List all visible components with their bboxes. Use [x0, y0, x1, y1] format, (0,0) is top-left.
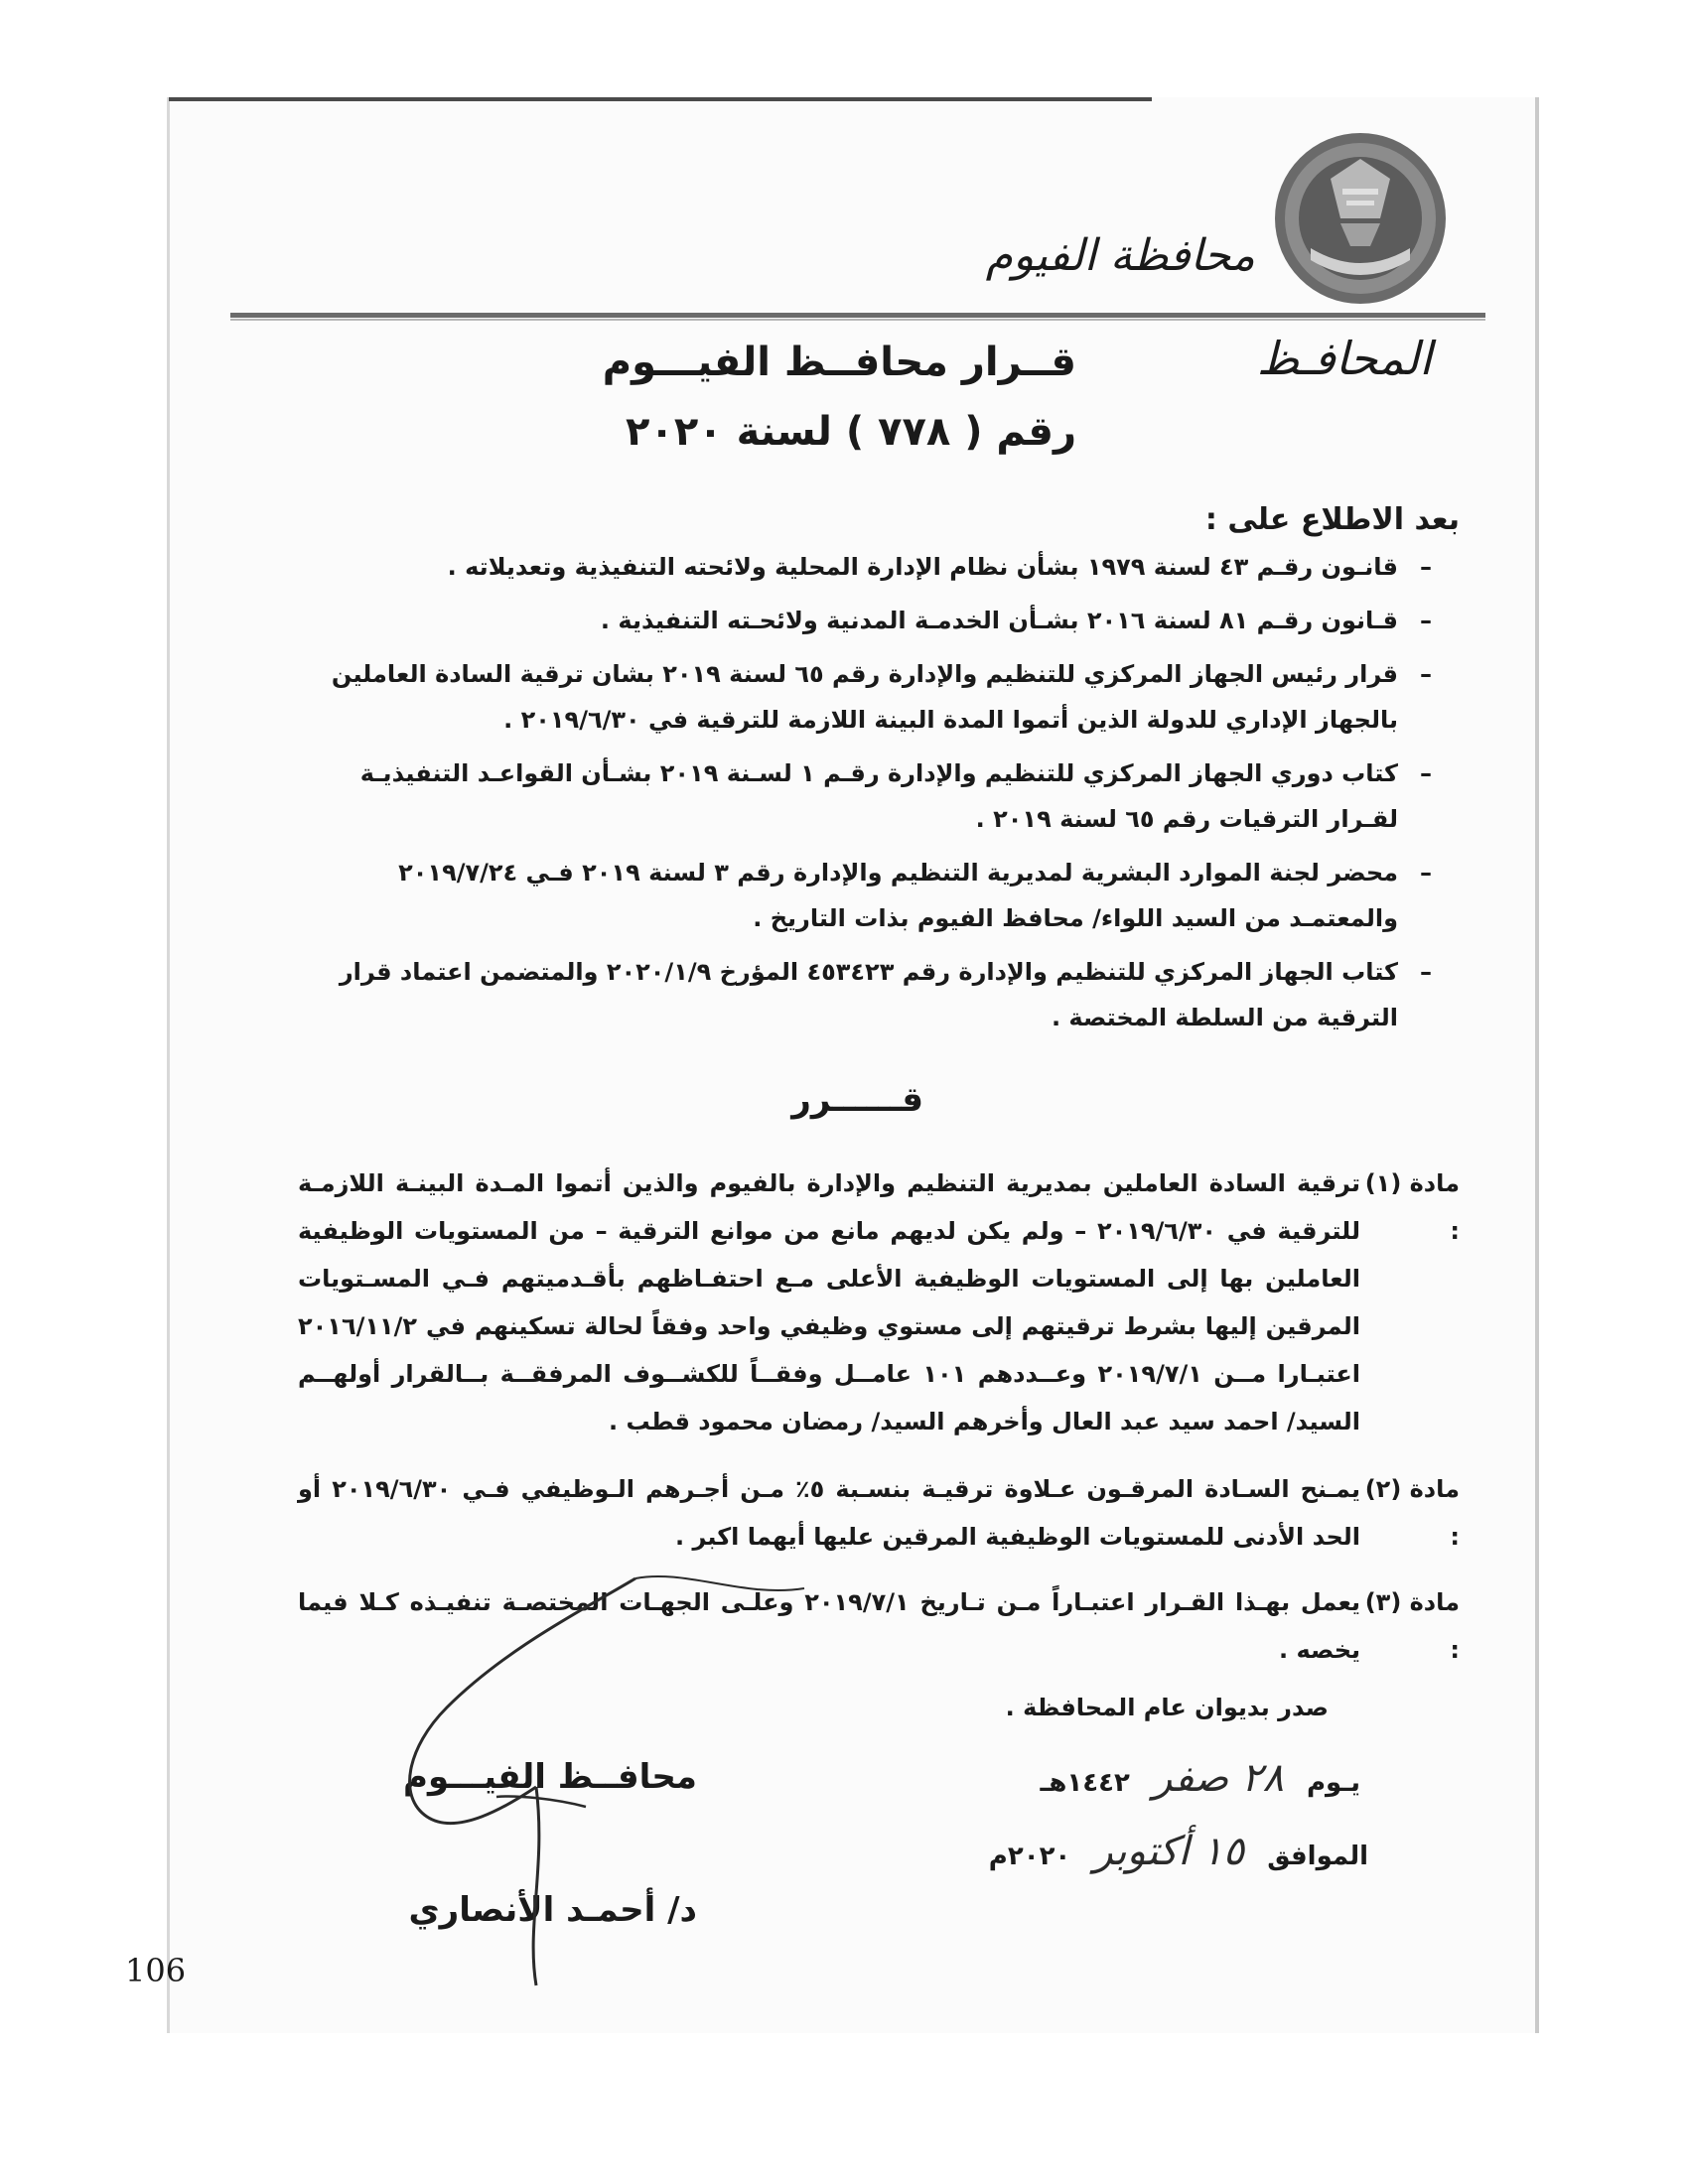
decided-heading: قــــــرر	[791, 1080, 923, 1120]
article-label: مادة (٢) :	[1364, 1475, 1460, 1551]
list-item	[300, 651, 1432, 743]
article-1	[298, 1160, 1460, 1445]
list-item	[300, 751, 1432, 842]
header-divider-shadow	[230, 319, 1485, 321]
governorate-name: محافظة الفيوم	[985, 230, 1255, 281]
scan-edge-right	[1535, 97, 1539, 2033]
list-item	[300, 949, 1432, 1040]
reference-text: قـانون رقـم ٨١ لسنة ٢٠١٦ بشـأن الخدمـة المدنية ولائحـته التنفيذية .	[600, 607, 1398, 634]
article-2	[298, 1465, 1460, 1561]
reference-text: كتاب دوري الجهاز المركزي للتنظيم والإدارة رقـم ١ لسـنة ٢٠١٩ بشـأن القواعـد التنفيذيـة لقـرار الترقيات رقم ٦٥ لسنة ٢٠١٩ .	[359, 759, 1398, 833]
role-label: المحافـظ	[1256, 332, 1432, 385]
article-label: مادة (٣) :	[1364, 1588, 1460, 1664]
article-text: يعمل بهـذا القـرار اعتبـاراً مـن تـاريخ ٢٠١٩/٧/١ وعلـى الجهـات المختصـة تنفيـذه كـلا فيما يخصه .	[298, 1588, 1360, 1664]
corresponding-label: الموافق	[1267, 1842, 1368, 1871]
list-item	[300, 544, 1432, 590]
dash-bullet: –	[1420, 859, 1432, 887]
dash-bullet: –	[1420, 607, 1432, 634]
dash-bullet: –	[1420, 660, 1432, 688]
gregorian-year: ٢٠٢٠م	[988, 1842, 1071, 1871]
list-item	[300, 850, 1432, 941]
reference-text: قرار رئيس الجهاز المركزي للتنظيم والإدارة رقم ٦٥ لسنة ٢٠١٩ بشان ترقية السادة العاملين بالجهاز الإداري للدولة الذين أتموا المدة البينة اللازمة للترقية في ٢٠١٩/٦/٣٠ .	[331, 660, 1398, 734]
scan-edge-left	[167, 97, 170, 2033]
article-text: ترقية السادة العاملين بمديرية التنظيم والإدارة بالفيوم والذين أتموا المـدة البينـة اللازمـة للترقية في ٢٠١٩/٦/٣٠ – ولم يكن لديهم مانع من موانع الترقية – من المستويات الوظيفية العاملين بها إلى المستويات الوظيفية الأعلى مـع احتفـاظهم بأقـدميتهم فـي المسـتويات المرقين إليها بشرط ترقيتهم إلى مستوي وظيفي واحد وفقاً لحالة تسكينهم في ٢٠١٦/١١/٢ اعتبـارا مــن ٢٠١٩/٧/١ وعــددهم ١٠١ عامــل وفقــاً للكشــوف المرفقــة بــالقرار أولهــم السيد/ احمد سيد عبد العال وأخرهم السيد/ رمضان محمود قطب .	[298, 1169, 1360, 1435]
day-label: يـوم	[1306, 1768, 1360, 1798]
hijri-date-line	[1041, 1755, 1361, 1801]
hijri-date-handwritten: ٢٨ صفر	[1152, 1755, 1284, 1801]
reference-text: قانـون رقـم ٤٣ لسنة ١٩٧٩ بشأن نظام الإدارة المحلية ولائحته التنفيذية وتعديلاته .	[447, 553, 1398, 581]
preamble-heading: بعد الاطلاع على :	[1204, 502, 1460, 537]
scanned-page	[167, 97, 1537, 2033]
decree-title: قــرار محافــظ الفيـــوم	[602, 340, 1076, 385]
article-text: يمـنح السـادة المرقـون عـلاوة ترقيـة بنسـبة ٥٪ مـن أجـرهم الـوظيفي فـي ٢٠١٩/٦/٣٠ أو الحد الأدنى للمستويات الوظيفية المرقين عليها أيهما اكبر .	[298, 1475, 1360, 1551]
gregorian-date-line	[989, 1829, 1368, 1874]
gregorian-date-handwritten: ١٥ أكتوبر	[1093, 1829, 1245, 1874]
list-item	[300, 598, 1432, 643]
governor-name: د/ أحمـد الأنصاري	[408, 1890, 697, 1930]
header-divider	[230, 313, 1485, 318]
reference-text: محضر لجنة الموارد البشرية لمديرية التنظيم والإدارة رقم ٣ لسنة ٢٠١٩ فـي ٢٠١٩/٧/٢٤ والمعتمـد من السيد اللواء/ محافظ الفيوم بذات التاريخ .	[398, 859, 1398, 932]
references-list	[300, 544, 1432, 1048]
dash-bullet: –	[1420, 759, 1432, 787]
decree-number: رقم ( ٧٧٨ ) لسنة ٢٠٢٠	[626, 409, 1076, 455]
article-label: مادة (١) :	[1364, 1169, 1460, 1245]
reference-text: كتاب الجهاز المركزي للتنظيم والإدارة رقم ٤٥٣٤٢٣ المؤرخ ٢٠٢٠/١/٩ والمتضمن اعتماد قرار الترقية من السلطة المختصة .	[339, 958, 1398, 1031]
handwritten-signature-icon	[387, 1569, 824, 1995]
governorate-seal-icon	[1271, 129, 1450, 308]
page-number: 106	[125, 1952, 187, 1989]
hijri-year: ١٤٤٢هـ	[1040, 1768, 1130, 1798]
issued-at: صدر بديوان عام المحافظة .	[1005, 1694, 1329, 1721]
dash-bullet: –	[1420, 958, 1432, 986]
dash-bullet: –	[1420, 553, 1432, 581]
scan-top-rule	[169, 97, 1152, 101]
governor-title: محافــظ الفيـــوم	[403, 1757, 697, 1797]
